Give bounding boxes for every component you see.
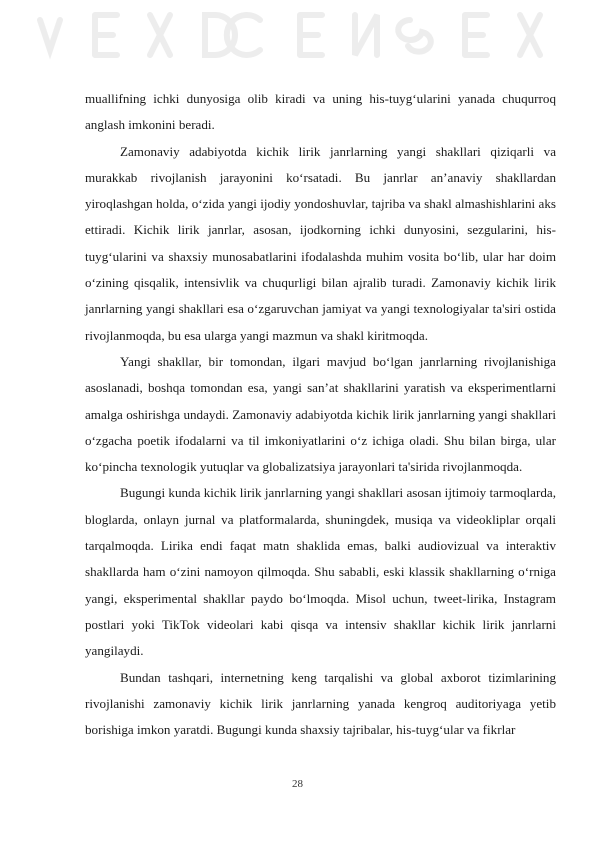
paragraph-3: Yangi shakllar, bir tomondan, ilgari mavjud bo‘lgan janrlarning rivojlanishiga asoslanadi, boshqa tomondan esa, yangi san’at shakllarini yaratish va eksperimentlarni amalga oshirishga undaydi. Zamonaviy adabiyotda kichik lirik janrlarning yangi shakllari o‘zgacha poetik ifodalarni va til imkoniyatlarini o‘z ichiga oladi. Shu bilan birga, ular ko‘pincha texnologik yutuqlar va globalizatsiya jarayonlari ta'sirida rivojlanmoqda.: [85, 353, 556, 475]
document-body: [85, 86, 556, 743]
paragraph-4: Bugungi kunda kichik lirik janrlarning yangi shakllari asosan ijtimoiy tarmoqlarda, bloglarda, onlayn jurnal va platformalarda, shuningdek, musiqa va videokliplar orqali tarqalmoqda. Lirika endi faqat matn shaklida emas, balki audiovizual va interaktiv shakllarda ham o‘zini namoyon qilmoqda. Shu sababli, eski klassik shakllarning o‘rniga yangi, eksperimental shakllar paydo bo‘lmoqda. Misol uchun, tweet-lirika, Instagram postlari yoki TikTok videolari kabi qisqa va intensiv shakllar kichik lirik janrlarni yangilaydi.: [85, 485, 556, 659]
page-number: 28: [292, 778, 303, 790]
paragraph-2: Zamonaviy adabiyotda kichik lirik janrlarning yangi shakllari qiziqarli va murakkab rivojlanish jarayonini ko‘rsatadi. Bu janrlar an’anaviy shakllardan yiroqlashgan holda, o‘zida yangi ijodiy yondoshuvlar, tajriba va shakl almashishlarini aks ettiradi. Kichik lirik janrlar, asosan, ijodkorning ichki dunyosini, sezgularini, his-tuyg‘ularini va shaxsiy munosabatlarini ifodalashda muhim vosita bo‘lib, ular har doim o‘zining qisqalik, intensivlik va chuqurligi bilan ajralib turadi. Zamonaviy kichik lirik janrlarning yangi shakllari esa o‘zgaruvchan jamiyat va yangi texnologiyalar ta'siri ostida rivojlanmoqda, bu esa ularga yangi mazmun va shakl kiritmoqda.: [85, 143, 556, 343]
paragraph-1: muallifning ichki dunyosiga olib kiradi va uning his-tuyg‘ularini yanada chuqurroq anglash imkonini beradi.: [85, 91, 556, 133]
paragraph-5: Bundan tashqari, internetning keng tarqalishi va global axborot tizimlarining rivojlanishi zamonaviy kichik lirik janrlarning yanada kengroq auditoriyaga yetib borishiga imkon yaratdi. Bugungi kunda shaxsiy tajribalar, his-tuyg‘ular va fikrlar: [85, 669, 556, 738]
